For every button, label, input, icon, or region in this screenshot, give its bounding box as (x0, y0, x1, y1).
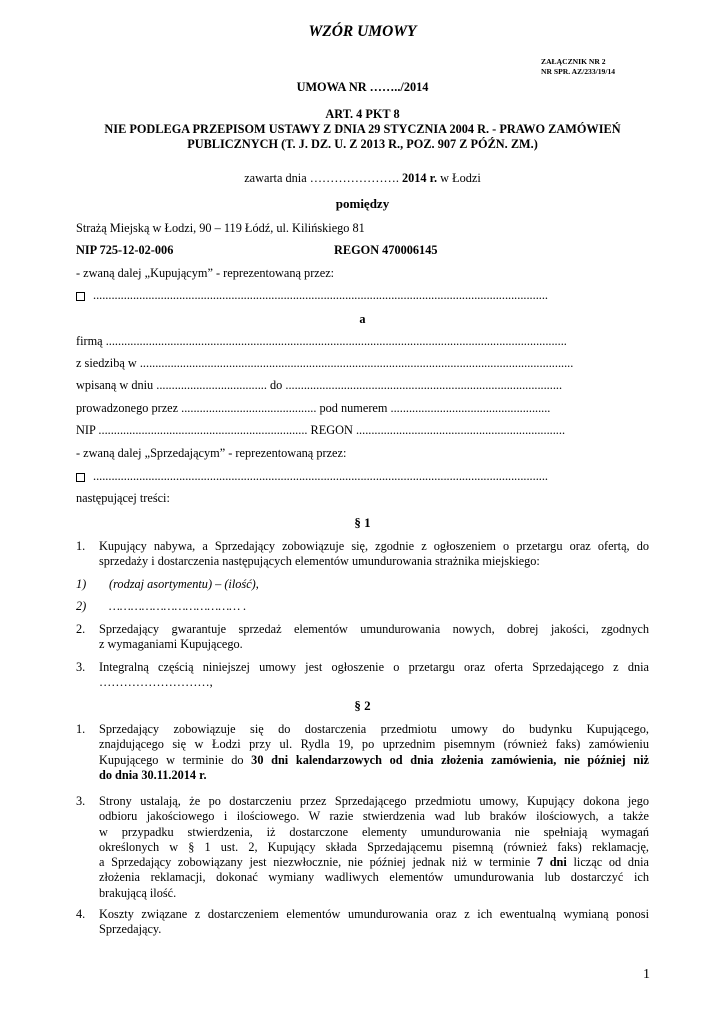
s2-p4-number: 4. (76, 907, 86, 921)
legal-basis-line-2: PUBLICZNYCH (T. J. DZ. U. Z 2013 R., POZ. 907 Z PÓŹN. ZM.) (187, 137, 538, 151)
s2-p3-number: 3. (76, 794, 86, 808)
buyer-regon: REGON 470006145 (334, 243, 438, 257)
and-label: a (359, 312, 366, 326)
s2-paragraph-3: Strony ustalają, że po dostarczeniu przez Sprzedającego przedmiotu umowy, Kupujący dokona jego odbioru jakościowego i ilościowego. W razie stwierdzenia wad lub braków ilościowych, a także w przypadku stwierdzenia, iż dostarczone elementy umundurowania nie spełniają wymagań określonych w § 1 ust. 2, Kupujący składa Sprzedającemu pisemną (również faks) reklamację, a Sprzedający zobowiązany jest niezwłocznie, nie później jednak niż w terminie 7 dni licząc od dnia złożenia reklamacji, dokonać wymiany wadliwych elementów umundurowania lub dostarczyć ich brakującą ilość. (99, 794, 649, 900)
buyer-called: - zwaną dalej „Kupującym” - reprezentowaną przez: (76, 266, 335, 280)
s1-item-1-number: 1) (76, 577, 87, 591)
buyer-nip: NIP 725-12-02-006 (76, 243, 174, 257)
s1-item-2-number: 2) (76, 599, 87, 613)
between-label: pomiędzy (335, 196, 390, 211)
document-title: WZÓR UMOWY (308, 23, 417, 40)
legal-basis-line-1: NIE PODLEGA PRZEPISOM USTAWY Z DNIA 29 STYCZNIA 2004 R. - PRAWO ZAMÓWIEŃ (104, 122, 621, 136)
checkbox-icon (76, 473, 85, 482)
seller-seat-line: z siedzibą w ............................................................................................................................................. (76, 356, 574, 370)
seller-registered-line: wpisaną w dniu .................................... do .......................................................................................... (76, 378, 563, 392)
concluded-date-line: zawarta dnia …………………. 2014 r. w Łodzi (244, 171, 481, 185)
s1-p3-number: 3. (76, 660, 86, 674)
s2-p1-number: 1. (76, 722, 86, 736)
s2-paragraph-1: Sprzedający zobowiązuje się do dostarczenia przedmiotu umowy do budynku Kupującego, znajdującego się w Łodzi przy ul. Rydla 19, po uprzednim pisemnym (również faks) zamówieniu Kupującego w terminie do 30 dni kalendarzowych od dnia złożenia zamówienia, nie później niż do dnia 30.11.2014 r. (99, 722, 649, 782)
s1-paragraph-1: Kupujący nabywa, a Sprzedający zobowiązuje się, zgodnie z ogłoszeniem o przetargu oraz ofertą, do sprzedaży i dostarczenia następujących elementów umundurowania strażnika miejskiego: (99, 539, 649, 569)
case-number: NR SPR. AZ/233/19/14 (541, 67, 616, 76)
buyer-name-address: Strażą Miejską w Łodzi, 90 – 119 Łódź, ul. Kilińskiego 81 (76, 221, 365, 235)
s1-item-1: (rodzaj asortymentu) – (ilość), (109, 577, 259, 591)
seller-firm-line: firmą ...................................................................................................................................................... (76, 334, 567, 348)
following-content-label: następującej treści: (76, 491, 170, 505)
seller-nip-regon-line: NIP .................................................................... REGON .................................................................... (76, 423, 566, 437)
seller-representative-line: .................................................................................................................................................... (76, 469, 548, 484)
contract-number: UMOWA NR ……../2014 (296, 80, 429, 94)
s1-paragraph-3: Integralną częścią niniejszej umowy jest ogłoszenie o przetargu oraz oferta Sprzedającego z dnia ………………………, (99, 660, 649, 690)
seller-register-line: prowadzonego przez ............................................ pod numerem .................................................... (76, 401, 551, 415)
page-number: 1 (643, 967, 650, 982)
section-2-heading: § 2 (354, 698, 371, 713)
buyer-representative-line: .................................................................................................................................................... (76, 288, 548, 303)
s1-p2-number: 2. (76, 622, 86, 636)
article-reference: ART. 4 PKT 8 (325, 107, 400, 121)
s1-p1-number: 1. (76, 539, 86, 553)
s1-item-2: ……………………………… . (109, 599, 247, 613)
checkbox-icon (76, 292, 85, 301)
attachment-label: ZAŁĄCZNIK NR 2 (541, 57, 606, 66)
section-1-heading: § 1 (354, 515, 371, 530)
seller-called: - zwaną dalej „Sprzedającym” - reprezentowaną przez: (76, 446, 347, 460)
s2-paragraph-4: Koszty związane z dostarczeniem elementów umundurowania oraz z ich ewentualną wymianą ponosi Sprzedający. (99, 907, 649, 937)
s1-paragraph-2: Sprzedający gwarantuje sprzedaż elementów umundurowania nowych, dobrej jakości, zgodnych z wymaganiami Kupującego. (99, 622, 649, 652)
